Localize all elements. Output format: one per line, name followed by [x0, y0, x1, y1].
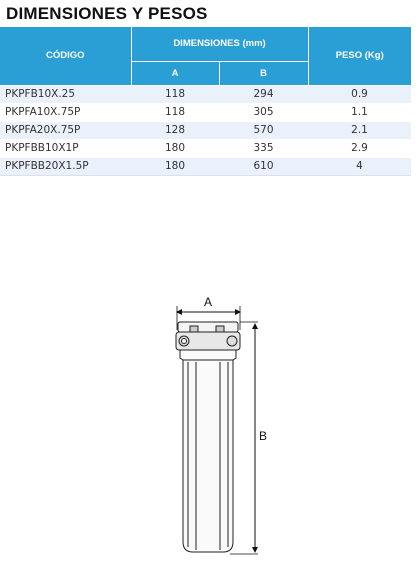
housing-bowl [180, 350, 236, 552]
cell-weight: 4 [308, 157, 411, 175]
cell-b: 570 [219, 121, 308, 139]
cell-a: 118 [131, 85, 219, 103]
cell-a: 128 [131, 121, 219, 139]
dimensions-table [0, 27, 411, 176]
header-dim-b: B [219, 61, 308, 85]
cell-b: 305 [219, 103, 308, 121]
filter-housing-drawing [160, 292, 270, 560]
cell-a: 180 [131, 139, 219, 157]
cell-code: PKPFBB10X1P [0, 139, 131, 157]
cell-a: 180 [131, 157, 219, 175]
table-row [0, 103, 411, 121]
page-title: DIMENSIONES Y PESOS [6, 4, 208, 23]
cell-b: 294 [219, 85, 308, 103]
label-a: A [204, 295, 213, 309]
cell-weight: 2.1 [308, 121, 411, 139]
cell-code: PKPFB10X.25 [0, 85, 131, 103]
cell-weight: 0.9 [308, 85, 411, 103]
cell-code: PKPFA20X.75P [0, 121, 131, 139]
cell-a: 118 [131, 103, 219, 121]
header-dim-a: A [131, 61, 219, 85]
cell-b: 335 [219, 139, 308, 157]
table-row [0, 139, 411, 157]
table-row [0, 157, 411, 175]
header-weight: PESO (Kg) [308, 27, 411, 85]
table-row [0, 85, 411, 103]
cell-code: PKPFA10X.75P [0, 103, 131, 121]
cell-weight: 2.9 [308, 139, 411, 157]
cell-weight: 1.1 [308, 103, 411, 121]
header-code: CÓDIGO [0, 27, 131, 85]
housing-head [176, 322, 240, 350]
table-row [0, 121, 411, 139]
cell-code: PKPFBB20X1.5P [0, 157, 131, 175]
cell-b: 610 [219, 157, 308, 175]
label-b: B [259, 429, 268, 443]
header-dimensions: DIMENSIONES (mm) [131, 27, 308, 61]
